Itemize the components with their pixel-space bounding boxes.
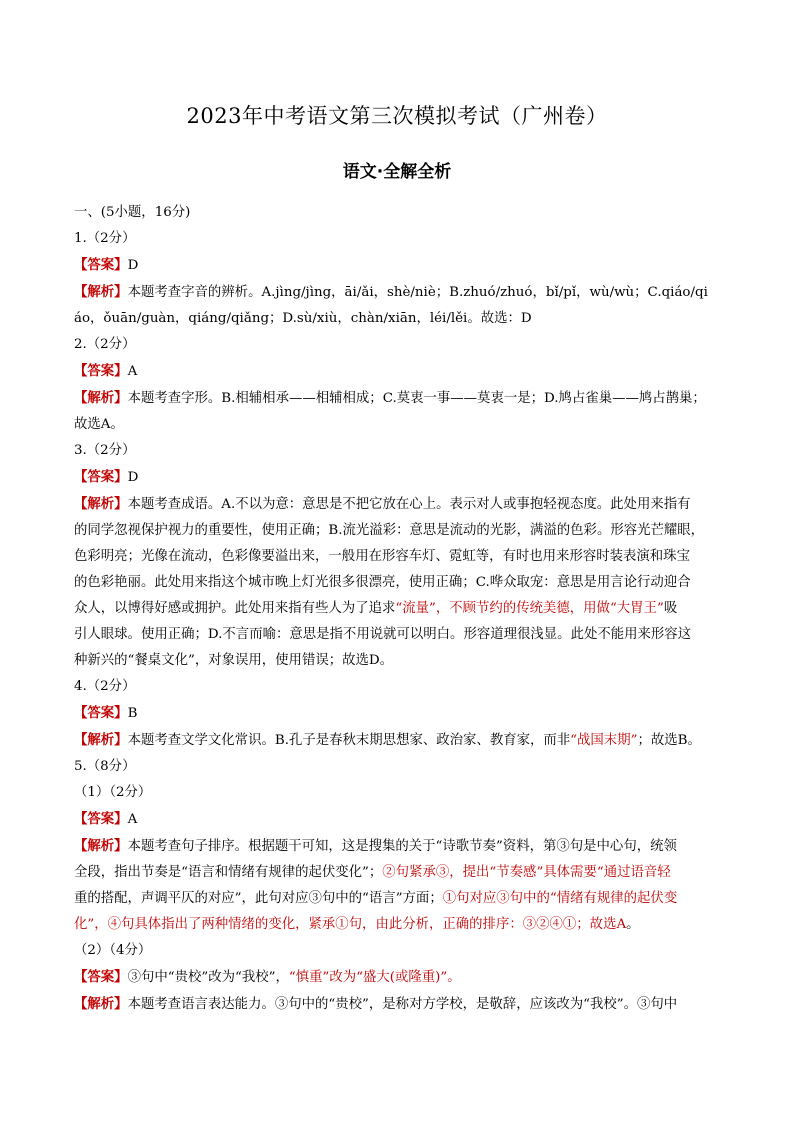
text-segment: ，此句对应③句中的“语言”方面； [241, 891, 443, 906]
question-2-answer [74, 358, 724, 385]
question-3-analysis-cont: 的同学忽视保护视力的重要性，使用正确；B.流光溢彩：意思是流动的光影，满溢的色彩。形容光芒耀眼， [74, 523, 705, 538]
question-5-2-analysis [74, 991, 724, 1018]
question-3-answer [74, 464, 724, 491]
answer-value: A [127, 812, 138, 827]
highlight-segment: 化”，④句具体指出了两种情绪的变化，紧承①句，由此分析，正确的排序：③②④①；故选A [74, 917, 627, 932]
question-4-answer [74, 700, 724, 727]
answer-value: D [127, 470, 139, 485]
question-5-1-answer [74, 806, 724, 833]
answer-value: D [127, 258, 139, 273]
analysis-tag: 【解析】 [74, 838, 128, 854]
question-5-1-analysis [74, 833, 724, 860]
text-segment: 重的搭配，声调平仄的对应” [74, 891, 242, 906]
answer-value: B [127, 706, 138, 721]
question-3-analysis-cont: 色彩明亮；光像在流动，色彩像要溢出来，一般用在形容车灯、霓虹等，有时也用来形容时装表演和珠宝 [74, 549, 690, 564]
highlight-segment: “战国末期” [570, 733, 638, 748]
text-segment: 众人，以博得好感或拥护。此处用来指有些人为了追求 [74, 601, 396, 616]
analysis-text: 本题考查成语。A.不以为意：意思是不把它放在心上。表示对人或事抱轻视态度。此处用来指有 [127, 497, 691, 512]
analysis-tag: 【解析】 [74, 390, 128, 406]
answer-value: A [127, 364, 138, 379]
question-3-analysis-cont: 引人眼球。使用正确；D.不言而喻：意思是指不用说就可以明白。形容道理很浅显。此处不能用来形容这 [74, 627, 692, 642]
answer-tag: 【答案】 [74, 969, 128, 985]
answer-tag: 【答案】 [74, 811, 128, 827]
question-3-analysis-cont: 种新兴的“餐桌文化”，对象误用，使用错误；故选D。 [74, 653, 394, 668]
answer-tag: 【答案】 [74, 705, 128, 721]
highlight-segment: “流量”，不顾节约的传统美德，用做 [395, 601, 610, 616]
page-subtitle: 语文·全解全析 [342, 162, 452, 182]
question-4-analysis [74, 727, 724, 754]
answer-tag: 【答案】 [74, 257, 128, 273]
analysis-text: 本题考查文学文化常识。B.孔子是春秋末期思想家、政治家、教育家，而非 [127, 733, 571, 748]
question-1-analysis-cont: áo，ǒuān/guàn，qiáng/qiǎng；D.sù/xiù，chàn/xiān，léi/lěi。故选：D [74, 311, 532, 326]
analysis-text: 本题考查语言表达能力。③句中的“贵校”，是称对方学校，是敬辞，应该改为“我校”。③句中 [127, 997, 678, 1012]
text-segment: 。 [626, 917, 640, 932]
page-title: 2023年中考语文第三次模拟考试（广州卷） [186, 104, 608, 128]
question-1-answer [74, 252, 724, 279]
question-5-1-analysis-cont [74, 912, 724, 938]
text-segment: 吸 [663, 601, 678, 616]
question-5-1-header: （1）（2分） [74, 785, 152, 800]
analysis-text: 本题考查字形。B.相辅相承——相辅相成；C.莫衷一事——莫衷一是；D.鸠占雀巢——鸠占鹊巢； [127, 391, 706, 406]
analysis-tag: 【解析】 [74, 732, 128, 748]
question-2-analysis-cont: 故选A。 [74, 417, 124, 432]
question-3-analysis-cont: 的色彩艳丽。此处用来指这个城市晚上灯光很多很漂亮，使用正确；C.哗众取宠：意思是用言论行动迎合 [74, 575, 691, 590]
question-5-2-header: （2）（4分） [74, 943, 152, 958]
question-2-header: 2.（2分） [74, 337, 136, 352]
text-segment: ；故选B。 [637, 733, 701, 748]
analysis-text: 本题考查字音的辨析。A.jìng/jìng，āi/ǎi，shè/niè；B.zhuó/zhuó，bǐ/pǐ，wù/wù；C.qiáo/qi [127, 285, 708, 300]
highlight-segment: “大胃王” [609, 601, 664, 616]
answer-tag: 【答案】 [74, 469, 128, 485]
answer-tag: 【答案】 [74, 363, 128, 379]
highlight-segment: ①句对应③句中的“情绪有规律的起伏变 [442, 891, 678, 906]
highlight-segment: “通过语音轻 [596, 865, 671, 880]
analysis-text: 本题考查句子排序。根据题干可知，这是搜集的关于“诗歌节奏”资料，第③句是中心句，统领 [127, 839, 677, 854]
section-header: 一、(5小题，16分) [74, 205, 191, 220]
question-1-header: 1.（2分） [74, 231, 136, 246]
analysis-tag: 【解析】 [74, 996, 128, 1012]
answer-value: ③句中“贵校”改为“我校”， [127, 970, 289, 985]
highlight-segment: ②句紧承③，提出“节奏感”具体需要 [382, 865, 597, 880]
question-5-1-analysis-cont [74, 860, 724, 886]
question-3-header: 3.（2分） [74, 443, 136, 458]
question-5-1-analysis-cont [74, 886, 724, 912]
question-5-header: 5.（8分） [74, 759, 136, 774]
question-2-analysis [74, 385, 724, 412]
analysis-tag: 【解析】 [74, 284, 128, 300]
highlight-segment: “慎重”改为“盛大(或隆重)”。 [288, 970, 461, 985]
document-body [74, 200, 724, 1018]
question-3-analysis [74, 491, 724, 518]
text-segment: 全段，指出节奏是“语言和情绪有规律的起伏变化”； [74, 865, 383, 880]
question-4-header: 4.（2分） [74, 679, 136, 694]
question-3-analysis-cont [74, 596, 724, 622]
analysis-tag: 【解析】 [74, 496, 128, 512]
question-5-2-answer [74, 964, 724, 991]
question-1-analysis [74, 279, 724, 306]
